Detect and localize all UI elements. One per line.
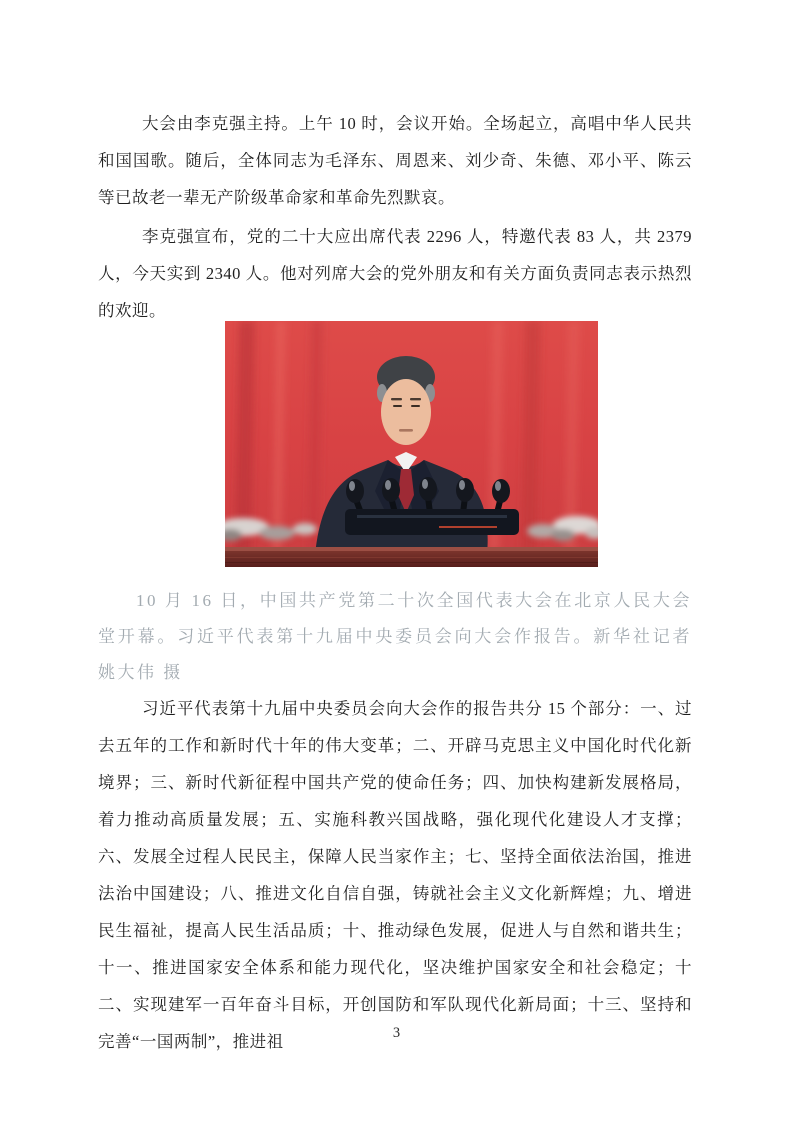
photo-illustration (225, 321, 598, 567)
rack-slab (345, 509, 519, 535)
podium (225, 547, 598, 567)
eye-right (411, 405, 420, 407)
paragraph-report-sections: 习近平代表第十九届中央委员会向大会作的报告共分 15 个部分：一、过去五年的工作和新时代十年的伟大变革；二、开辟马克思主义中国化时代化新境界；三、新时代新征程中国共产党的使命任务；四、加快构建新发展格局，着力推动高质量发展；五、实施科教兴国战略，强化现代化建设人才支撑；六、发展全过程人民民主，保障人民当家作主；七、坚持全面依法治国，推进法治中国建设；八、推进文化自信自强，铸就社会主义文化新辉煌；九、增进民生福祉，提高人民生活品质；十、推动绿色发展，促进人与自然和谐共生；十一、推进国家安全体系和能力现代化，坚决维护国家安全和社会稳定；十二、实现建军一百年奋斗目标，开创国防和军队现代化新局面；十三、坚持和完善“一国两制”，推进祖 (98, 699, 692, 1051)
face (381, 379, 431, 445)
paragraph-delegate-counts: 李克强宣布，党的二十大应出席代表 2296 人，特邀代表 83 人，共 2379 人，今天实到 2340 人。他对列席大会的党外朋友和有关方面负责同志表示热烈的欢迎。 (98, 227, 692, 320)
mouth (399, 429, 413, 432)
eye-left (393, 405, 402, 407)
eyebrow-left (391, 398, 402, 400)
paragraph-meeting-opening: 大会由李克强主持。上午 10 时，会议开始。全场起立，高唱中华人民共和国国歌。随后，全体同志为毛泽东、周恩来、刘少奇、朱德、邓小平、陈云等已故老一辈无产阶级革命家和革命先烈默哀。 (98, 114, 692, 207)
eyebrow-right (410, 398, 421, 400)
photo-caption: 10 月 16 日，中国共产党第二十次全国代表大会在北京人民大会堂开幕。习近平代表第十九届中央委员会向大会作报告。新华社记者 姚大伟 摄 (98, 591, 692, 682)
congress-photo (225, 321, 598, 567)
page-number: 3 (392, 1025, 401, 1041)
